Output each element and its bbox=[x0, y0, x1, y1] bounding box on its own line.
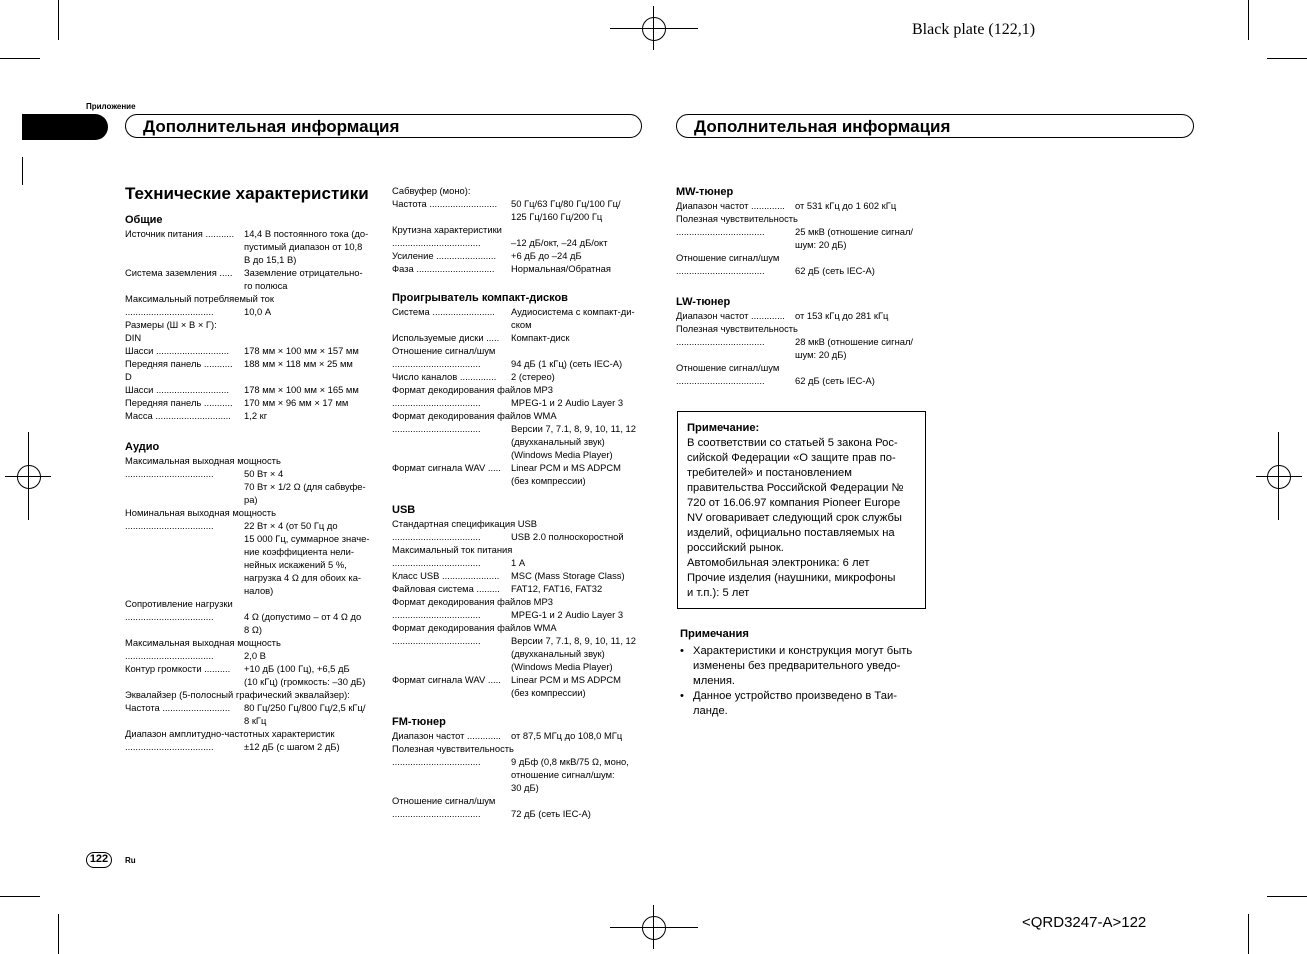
spec-label: Система заземления ..... bbox=[125, 267, 233, 278]
spec-value: +6 дБ до –24 дБ bbox=[511, 250, 582, 261]
spec-row bbox=[392, 556, 644, 569]
spec-label: .................................. bbox=[392, 756, 481, 767]
section-heading: MW-тюнер bbox=[676, 186, 734, 198]
spec-value: Версии 7, 7.1, 8, 9, 10, 11, 12 (двухканальный звук) (Windows Media Player) bbox=[511, 635, 636, 672]
registration-mark-icon bbox=[1267, 465, 1291, 489]
spec-value: Компакт-диск bbox=[511, 332, 570, 343]
spec-row: Максимальный ток питания bbox=[392, 544, 513, 555]
spec-value: –12 дБ/окт, –24 дБ/окт bbox=[511, 237, 608, 248]
spec-value: 188 мм × 118 мм × 25 мм bbox=[244, 358, 353, 369]
spec-row bbox=[125, 344, 377, 357]
spec-list bbox=[676, 309, 928, 387]
spec-value: 2,0 В bbox=[244, 650, 266, 661]
spec-value: 9 дБф (0,8 мкВ/75 Ω, моно, отношение сигнал/шум: 30 дБ) bbox=[511, 756, 629, 793]
spec-value: 10,0 А bbox=[244, 306, 272, 317]
spec-row bbox=[125, 396, 377, 409]
page-number: 122 bbox=[86, 852, 112, 868]
spec-row bbox=[676, 374, 928, 387]
spec-row: Отношение сигнал/шум bbox=[392, 345, 496, 356]
spec-label: Шасси ............................ bbox=[125, 384, 229, 395]
spec-value: USB 2.0 полноскоростной bbox=[511, 531, 624, 542]
spec-row bbox=[125, 662, 377, 688]
spec-value: MPEG-1 и 2 Audio Layer 3 bbox=[511, 609, 624, 620]
spec-row: Номинальная выходная мощность bbox=[125, 507, 276, 518]
spec-value: 14,4 В постоянного тока (до- пустимый диапазон от 10,8 В до 15,1 В) bbox=[244, 228, 369, 265]
section-heading: LW-тюнер bbox=[676, 296, 731, 308]
spec-label: Диапазон частот ............. bbox=[676, 310, 785, 321]
spec-label: .................................. bbox=[392, 557, 481, 568]
crop-mark bbox=[28, 432, 29, 520]
registration-mark-icon bbox=[642, 916, 666, 940]
section-heading: FM-тюнер bbox=[392, 716, 446, 728]
spec-list bbox=[392, 729, 644, 820]
list-item bbox=[680, 644, 930, 689]
notes-title: Примечания bbox=[680, 628, 749, 640]
bullet-icon: • bbox=[680, 645, 684, 657]
spec-value: 4 Ω (допустимо – от 4 Ω до 8 Ω) bbox=[244, 611, 362, 635]
spec-label: Частота .......................... bbox=[125, 702, 231, 713]
spec-row: Отношение сигнал/шум bbox=[676, 362, 780, 373]
spec-label: Источник питания ........... bbox=[125, 228, 235, 239]
spec-value: 28 мкВ (отношение сигнал/ шум: 20 дБ) bbox=[795, 336, 914, 360]
spec-row: Максимальная выходная мощность bbox=[125, 637, 281, 648]
spec-row bbox=[125, 305, 377, 318]
spec-label: Шасси ............................ bbox=[125, 345, 229, 356]
spec-row bbox=[392, 582, 644, 595]
spec-label: .................................. bbox=[676, 265, 765, 276]
spec-row bbox=[676, 225, 928, 251]
spec-row: Диапазон амплитудно-частотных характеристик bbox=[125, 728, 335, 739]
spec-value: 62 дБ (сеть IEC-A) bbox=[795, 375, 875, 386]
spec-row bbox=[125, 519, 377, 597]
spec-value: MPEG-1 и 2 Audio Layer 3 bbox=[511, 397, 624, 408]
spec-row bbox=[392, 608, 644, 621]
spec-label: .................................. bbox=[676, 226, 765, 237]
note-box-title: Примечание: bbox=[687, 422, 760, 434]
spec-label: Передняя панель ........... bbox=[125, 397, 233, 408]
column-1 bbox=[125, 184, 377, 753]
crop-mark bbox=[610, 28, 698, 29]
spec-list bbox=[392, 517, 644, 699]
spec-row: Стандартная спецификация USB bbox=[392, 518, 538, 529]
spec-row bbox=[125, 383, 377, 396]
spec-row: Полезная чувствительность bbox=[392, 743, 514, 754]
spec-value: 22 Вт × 4 (от 50 Гц до 15 000 Гц, суммарное значе- ние коэффициента нели- нейных искажений 5 %, нагрузка 4 Ω для обоих ка- налов) bbox=[244, 520, 370, 596]
spec-row bbox=[125, 227, 377, 266]
spec-row: Крутизна характеристики bbox=[392, 224, 502, 235]
spec-value: MSC (Mass Storage Class) bbox=[511, 570, 625, 581]
spec-row bbox=[392, 370, 644, 383]
spec-row bbox=[392, 197, 644, 223]
spec-label: Передняя панель ........... bbox=[125, 358, 233, 369]
crop-mark bbox=[22, 157, 23, 185]
note-box bbox=[677, 411, 926, 609]
spec-value: Аудиосистема с компакт-ди- ском bbox=[511, 306, 635, 330]
note-item-text: Данное устройство произведено в Таи- ланде. bbox=[693, 690, 897, 717]
spec-label: .................................. bbox=[125, 650, 214, 661]
spec-row bbox=[392, 461, 644, 487]
spec-value: 170 мм × 96 мм × 17 мм bbox=[244, 397, 349, 408]
spec-value: 1,2 кг bbox=[244, 410, 268, 421]
spec-label: .................................. bbox=[676, 375, 765, 386]
spec-row: Формат декодирования файлов WMA bbox=[392, 622, 557, 633]
spec-value: 178 мм × 100 мм × 165 мм bbox=[244, 384, 359, 395]
spec-label: Используемые диски ..... bbox=[392, 332, 500, 343]
spec-value: 178 мм × 100 мм × 157 мм bbox=[244, 345, 359, 356]
spec-label: .................................. bbox=[392, 397, 481, 408]
spec-row bbox=[392, 634, 644, 673]
doc-code: <QRD3247-A>122 bbox=[1022, 914, 1147, 931]
spec-row: Размеры (Ш × В × Г): bbox=[125, 319, 217, 330]
spec-row bbox=[125, 467, 377, 506]
plate-label: Black plate (122,1) bbox=[912, 21, 1036, 38]
spec-value: +10 дБ (100 Гц), +6,5 дБ (10 кГц) (громкость: –30 дБ) bbox=[244, 663, 366, 687]
spec-label: Система ........................ bbox=[392, 306, 495, 317]
spec-list bbox=[125, 227, 377, 422]
spec-label: .................................. bbox=[676, 336, 765, 347]
spec-value: 50 Гц/63 Гц/80 Гц/100 Гц/ 125 Гц/160 Гц/200 Гц bbox=[511, 198, 621, 222]
spec-value: 25 мкВ (отношение сигнал/ шум: 20 дБ) bbox=[795, 226, 914, 250]
spec-value: от 153 кГц до 281 кГц bbox=[795, 310, 889, 321]
spec-row: Максимальная выходная мощность bbox=[125, 455, 281, 466]
spec-list bbox=[125, 454, 377, 753]
spec-row: Формат декодирования файлов MP3 bbox=[392, 596, 553, 607]
spec-label: Усиление ....................... bbox=[392, 250, 497, 261]
spec-row: Сопротивление нагрузки bbox=[125, 598, 233, 609]
section-heading: USB bbox=[392, 504, 416, 516]
spec-value: 80 Гц/250 Гц/800 Гц/2,5 кГц/ 8 кГц bbox=[244, 702, 366, 726]
appendix-tab bbox=[22, 114, 108, 140]
spec-row bbox=[125, 649, 377, 662]
spec-row bbox=[392, 755, 644, 794]
spec-row bbox=[392, 305, 644, 331]
spec-value: 72 дБ (сеть IEC-A) bbox=[511, 808, 591, 819]
spec-label: .................................. bbox=[392, 237, 481, 248]
spec-label: .................................. bbox=[125, 520, 214, 531]
spec-row bbox=[125, 701, 377, 727]
crop-mark bbox=[653, 905, 654, 949]
spec-row bbox=[676, 309, 928, 322]
spec-row bbox=[392, 807, 644, 820]
spec-label: .................................. bbox=[392, 609, 481, 620]
spec-value: 1 А bbox=[511, 557, 526, 568]
crop-mark bbox=[0, 58, 40, 59]
spec-label: Диапазон частот ............. bbox=[676, 200, 785, 211]
spec-row bbox=[125, 266, 377, 292]
spec-row: Отношение сигнал/шум bbox=[392, 795, 496, 806]
note-item-text: Характеристики и конструкция могут быть изменены без предварительного уведо- мления. bbox=[693, 645, 913, 687]
spec-value: от 87,5 МГц до 108,0 МГц bbox=[511, 730, 623, 741]
spec-label: .................................. bbox=[392, 358, 481, 369]
page-title: Технические характеристики bbox=[125, 184, 369, 203]
spec-label: .................................. bbox=[392, 635, 481, 646]
section-heading: Проигрыватель компакт-дисков bbox=[392, 292, 568, 304]
crop-mark bbox=[58, 0, 59, 40]
registration-mark-icon bbox=[17, 465, 41, 489]
spec-row: Полезная чувствительность bbox=[676, 213, 798, 224]
spec-label: .................................. bbox=[125, 611, 214, 622]
column-3 bbox=[676, 185, 928, 387]
spec-list bbox=[392, 184, 644, 275]
notes bbox=[680, 627, 930, 719]
spec-list bbox=[676, 199, 928, 277]
spec-row bbox=[125, 357, 377, 370]
crop-mark bbox=[1248, 0, 1249, 40]
spec-label: Диапазон частот ............. bbox=[392, 730, 501, 741]
spec-row: Формат декодирования файлов MP3 bbox=[392, 384, 553, 395]
spec-label: .................................. bbox=[392, 423, 481, 434]
spec-row: Отношение сигнал/шум bbox=[676, 252, 780, 263]
crop-mark bbox=[1267, 896, 1307, 897]
spec-label: Класс USB ...................... bbox=[392, 570, 500, 581]
spec-label: Масса ............................. bbox=[125, 410, 231, 421]
spec-row bbox=[125, 740, 377, 753]
spec-label: Фаза .............................. bbox=[392, 263, 495, 274]
spec-row bbox=[392, 729, 644, 742]
crop-mark bbox=[1256, 476, 1302, 477]
spec-value: 50 Вт × 4 70 Вт × 1/2 Ω (для сабвуфе- ра) bbox=[244, 468, 366, 505]
spec-value: 94 дБ (1 кГц) (сеть IEC-A) bbox=[511, 358, 623, 369]
spec-row: Сабвуфер (моно): bbox=[392, 185, 471, 196]
spec-label: Формат сигнала WAV ..... bbox=[392, 674, 501, 685]
section-title-left: Дополнительная информация bbox=[125, 114, 642, 138]
section-title-right: Дополнительная информация bbox=[676, 114, 1194, 138]
spec-row: Формат декодирования файлов WMA bbox=[392, 410, 557, 421]
spec-value: от 531 кГц до 1 602 кГц bbox=[795, 200, 897, 211]
crop-mark bbox=[1267, 58, 1307, 59]
crop-mark bbox=[1278, 432, 1279, 520]
spec-row bbox=[392, 422, 644, 461]
spec-label: .................................. bbox=[392, 808, 481, 819]
spec-row bbox=[125, 409, 377, 422]
spec-value: Linear PCM и MS ADPCM (без компрессии) bbox=[511, 674, 621, 698]
column-2 bbox=[392, 184, 644, 820]
spec-value: 2 (стерео) bbox=[511, 371, 555, 382]
spec-row: Максимальный потребляемый ток bbox=[125, 293, 274, 304]
bullet-icon: • bbox=[680, 690, 684, 702]
spec-row: Эквалайзер (5-полосный графический эквалайзер): bbox=[125, 689, 350, 700]
spec-label: Контур громкости .......... bbox=[125, 663, 231, 674]
crop-mark bbox=[1248, 914, 1249, 954]
spec-row bbox=[676, 264, 928, 277]
registration-mark-icon bbox=[642, 17, 666, 41]
spec-row bbox=[392, 673, 644, 699]
spec-value: Нормальная/Обратная bbox=[511, 263, 611, 274]
crop-mark bbox=[653, 6, 654, 50]
spec-row bbox=[392, 530, 644, 543]
spec-value: FAT12, FAT16, FAT32 bbox=[511, 583, 603, 594]
spec-value: Заземление отрицательно- го полюса bbox=[244, 267, 363, 291]
spec-row: Полезная чувствительность bbox=[676, 323, 798, 334]
spec-label: .................................. bbox=[125, 741, 214, 752]
spec-label: .................................. bbox=[125, 468, 214, 479]
spec-label: Формат сигнала WAV ..... bbox=[392, 462, 501, 473]
note-box-text: В соответствии со статьей 5 закона Рос- сийской Федерации «О защите прав по- требителей» и постановлением правительства Российской Федерации № 720 от 16.06.97 компания Pioneer Europe NV оговаривает следующий срок службы изделий, официально поставляемых на российский рынок. Автомобильная электроника: 6 лет Прочие изделия (наушники, микрофоны и т.п.): 5 лет bbox=[687, 437, 904, 599]
spec-label: Число каналов .............. bbox=[392, 371, 497, 382]
spec-list bbox=[392, 305, 644, 487]
crop-mark bbox=[58, 914, 59, 954]
spec-row: DIN bbox=[125, 332, 142, 343]
spec-label: Файловая система ......... bbox=[392, 583, 500, 594]
list-item bbox=[680, 689, 930, 719]
section-heading: Общие bbox=[125, 214, 163, 226]
spec-row bbox=[125, 610, 377, 636]
spec-label: .................................. bbox=[125, 306, 214, 317]
appendix-label: Приложение bbox=[86, 102, 136, 111]
spec-row bbox=[392, 357, 644, 370]
crop-mark bbox=[610, 927, 698, 928]
spec-row bbox=[392, 249, 644, 262]
spec-row bbox=[392, 236, 644, 249]
spec-row: D bbox=[125, 371, 132, 382]
spec-row bbox=[392, 331, 644, 344]
language-label: Ru bbox=[125, 856, 136, 865]
section-heading: Аудио bbox=[125, 441, 160, 453]
crop-mark bbox=[0, 896, 40, 897]
spec-row bbox=[392, 569, 644, 582]
spec-row bbox=[392, 396, 644, 409]
spec-label: .................................. bbox=[392, 531, 481, 542]
spec-value: ±12 дБ (с шагом 2 дБ) bbox=[244, 741, 340, 752]
spec-label: Частота .......................... bbox=[392, 198, 498, 209]
spec-row bbox=[392, 262, 644, 275]
spec-value: 62 дБ (сеть IEC-A) bbox=[795, 265, 875, 276]
spec-value: Linear PCM и MS ADPCM (без компрессии) bbox=[511, 462, 621, 486]
spec-value: Версии 7, 7.1, 8, 9, 10, 11, 12 (двухканальный звук) (Windows Media Player) bbox=[511, 423, 636, 460]
spec-row bbox=[676, 335, 928, 361]
spec-row bbox=[676, 199, 928, 212]
